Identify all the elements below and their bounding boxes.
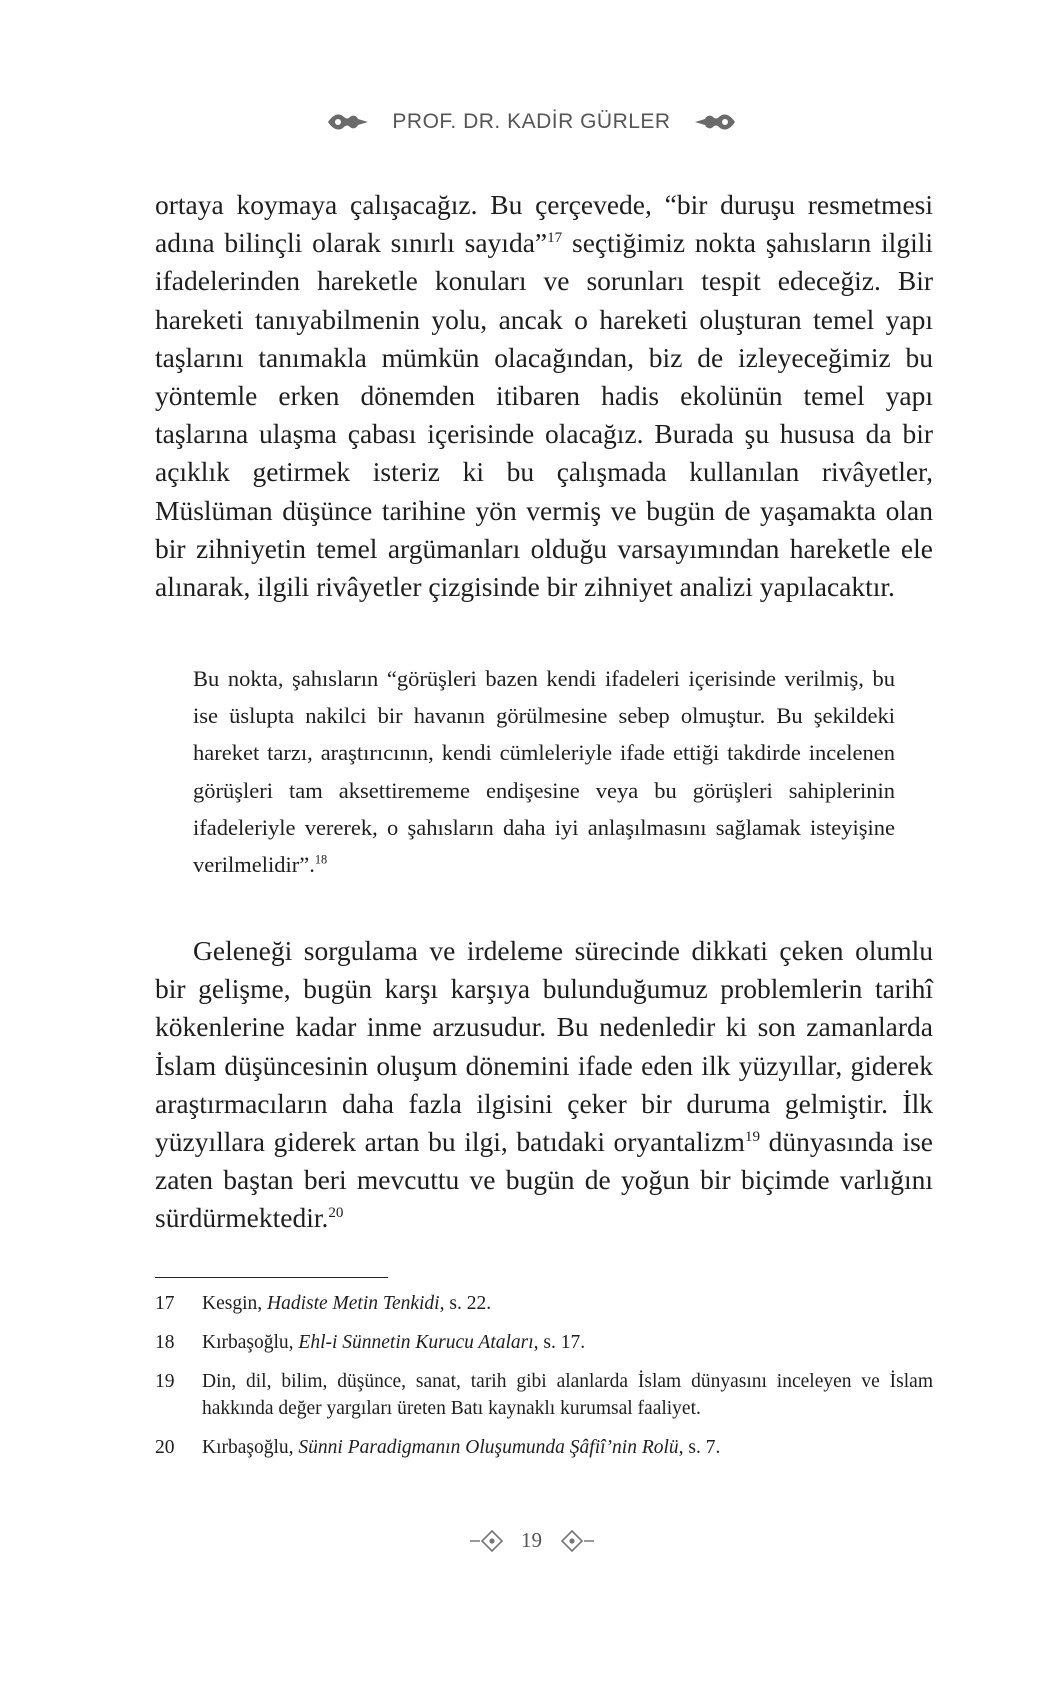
- left-diamond-ornament-icon: [470, 1529, 506, 1553]
- running-title: PROF. DR. KADİR GÜRLER: [392, 110, 671, 133]
- footnote-author: Kesgin,: [202, 1293, 267, 1314]
- footnote-item: [155, 1329, 933, 1356]
- right-diamond-ornament-icon: [558, 1529, 594, 1553]
- footnote-ref-20[interactable]: 20: [328, 1205, 344, 1222]
- footnotes: [155, 1290, 933, 1473]
- footnote-item: [155, 1290, 933, 1317]
- footnote-page: , s. 22.: [439, 1293, 492, 1314]
- footnote-number: 19: [155, 1371, 175, 1392]
- page-folio: [0, 1528, 1063, 1553]
- running-head: [0, 110, 1063, 134]
- block-quote: [193, 660, 895, 883]
- footnote-item: [155, 1368, 933, 1422]
- footnote-work: Hadiste Metin Tenkidi: [267, 1293, 440, 1314]
- footnote-number: 17: [155, 1293, 175, 1314]
- footnote-item: [155, 1434, 933, 1461]
- footnote-divider: [155, 1277, 388, 1278]
- body-paragraph-2: [155, 932, 933, 1238]
- left-ornament-icon: [326, 111, 370, 133]
- footnote-work: Sünni Paradigmanın Oluşumunda Şâfiî’nin Rolü: [298, 1437, 679, 1458]
- quote-text: Bu nokta, şahısların “görüşleri bazen kendi ifadeleri içerisinde verilmiş, bu ise üslupta nakilci bir havanın görülmesine sebep olmuştur. Bu şekildeki hareket tarzı, araştırıcının, kendi cümleleriyle ifade ettiği takdirde incelenen görüşleri tam aksettirememe endişesine veya bu görüşleri sahiplerinin ifadeleriyle vererek, o şahısların daha iyi anlaşılmasını sağlamak isteyişine verilmelidir”.: [193, 666, 895, 878]
- para3-text-a: Geleneği sorgulama ve irdeleme sürecinde dikkati çeken olumlu bir gelişme, bugün karşı karşıya bulunduğumuz problemlerin tarihî kökenlerine kadar inme arzusudur. Bu nedenledir ki son zamanlarda İslam düşüncesinin oluşum dönemini ifade eden ilk yüzyıllar, giderek araştırmacıların daha fazla ilgisini çeker bir duruma gelmiştir. İlk yüzyıllara giderek artan bu ilgi, batıdaki oryantalizm: [155, 935, 933, 1158]
- footnote-number: 18: [155, 1332, 175, 1353]
- footnote-work: Ehl-i Sünnetin Kurucu Ataları: [298, 1332, 534, 1353]
- body-paragraph-1: [155, 186, 933, 606]
- footnote-ref-17[interactable]: 17: [547, 230, 563, 247]
- para3-text-b: dünyasında ise zaten baştan beri mevcuttu ve bugün de yoğun bir biçimde varlığını sürdürmektedir.: [155, 1126, 933, 1234]
- footnote-number: 20: [155, 1437, 175, 1458]
- footnote-page: , s. 17.: [533, 1332, 586, 1353]
- footnote-text: Din, dil, bilim, düşünce, sanat, tarih gibi alanlarda İslam dünyasını inceleyen ve İslam hakkında değer yargıları üreten Batı kaynaklı kurumsal faaliyet.: [202, 1371, 933, 1419]
- footnote-author: Kırbaşoğlu,: [202, 1437, 299, 1458]
- footnote-author: Kırbaşoğlu,: [202, 1332, 299, 1353]
- footnote-page: , s. 7.: [678, 1437, 721, 1458]
- footnote-ref-19[interactable]: 19: [744, 1128, 760, 1145]
- para1-text-b: seçtiğimiz nokta şahısların ilgili ifadelerinden hareketle konuları ve sorunları tespit edeceğiz. Bir hareketi tanıyabilmenin yolu, ancak o hareketi oluşturan temel yapı taşlarını tanımakla mümkün olacağından, biz de izleyeceğimiz bu yöntemle erken dönemden itibaren hadis ekolünün temel yapı taşlarına ulaşma çabası içerisinde olacağız. Burada şu hususa da bir açıklık getirmek isteriz ki bu çalışmada kullanılan rivâyetler, Müslüman düşünce tarihine yön vermiş ve bugün de yaşamakta olan bir zihniyetin temel argümanları olduğu varsayımından hareketle ele alınarak, ilgili rivâyetler çizgisinde bir zihniyet analizi yapılacaktır.: [155, 227, 933, 603]
- page-number: 19: [521, 1528, 542, 1552]
- footnote-ref-18[interactable]: 18: [314, 852, 328, 867]
- para1-text-a: ortaya koymaya çalışacağız. Bu çerçevede, “bir duruşu resmetmesi adına bilinçli olarak sınırlı sayıda”: [155, 189, 933, 259]
- right-ornament-icon: [693, 111, 737, 133]
